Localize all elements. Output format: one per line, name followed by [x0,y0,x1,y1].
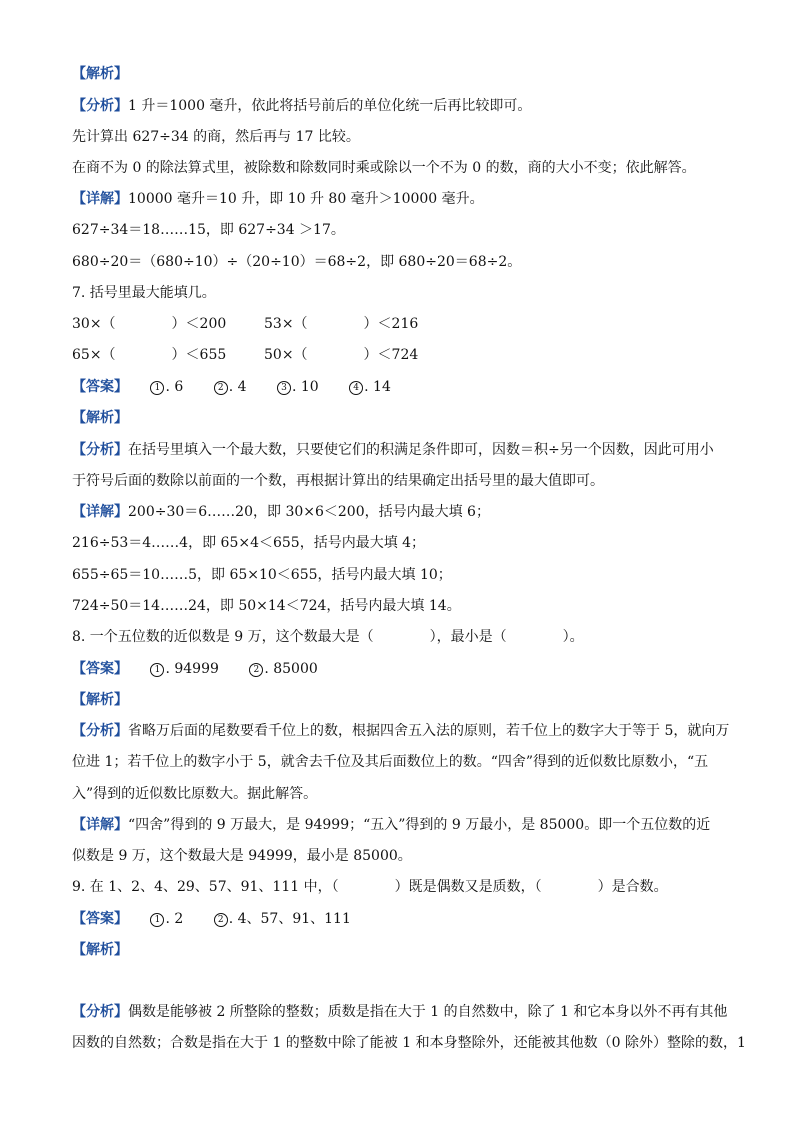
answer-item: 2 . 4 [214,377,247,397]
q7-xiangjie-text-1: 200÷30＝6……20，即 30×6＜200，括号内最大填 6； [128,504,490,520]
q7-xiangjie-line-3: 655÷65＝10……5，即 65×10＜655，括号内最大填 10； [72,567,452,583]
circled-number: 2 [214,381,228,395]
fenxi-tag: 【分析】 [72,723,128,739]
q7-blank-1: 30×（ ）＜200 [72,316,227,332]
q8-fenxi-line-1 [72,721,752,741]
q6-xiangjie-text-1: 10000 毫升＝10 升，即 10 升 80 毫升＞10000 毫升。 [128,191,484,207]
q7-fenxi-line-2: 于符号后面的数除以前面的一个数，再根据计算出的结果确定出括号里的最大值即可。 [72,473,604,489]
q8-fenxi-line-2: 位进 1；若千位上的数字小于 5，就舍去千位及其后面数位上的数。“四舍”得到的近似数比原数小，“五 [72,754,709,770]
answer-item: 2 . 85000 [249,659,317,679]
q7-answer-line [72,377,752,397]
q8-xiangjie-text-1: “四舍”得到的 9 万最大，是 94999；“五入”得到的 9 万最小，是 85000。即一个五位数的近 [128,817,711,833]
q7-blank-4: 50×（ ）＜724 [264,347,419,363]
q6-fenxi-line-1 [72,96,752,116]
fenxi-tag: 【分析】 [72,1004,128,1020]
xiangjie-tag: 【详解】 [72,191,128,207]
daan-tag: 【答案】 [72,911,128,927]
answer-item: 2 . 4、57、91、111 [214,909,351,929]
q9-answer-line [72,909,752,929]
q8-title: 8. 一个五位数的近似数是 9 万，这个数最大是（ ），最小是（ ）。 [72,629,584,645]
answer-item: 4 . 14 [349,377,391,397]
xiangjie-tag: 【详解】 [72,504,128,520]
answer-item: 1 . 2 [150,909,183,929]
circled-number: 1 [150,381,164,395]
circled-number: 3 [277,381,291,395]
answer-item: 3 . 10 [277,377,319,397]
q6-jiexi-heading [72,64,752,84]
answer-item: 1 . 6 [150,377,183,397]
q6-xiangjie-line-3: 680÷20＝（680÷10）÷（20÷10）＝68÷2，即 680÷20＝68÷2。 [72,254,522,270]
q6-fenxi-line-2: 先计算出 627÷34 的商，然后再与 17 比较。 [72,129,360,145]
circled-number: 1 [150,663,164,677]
q9-title: 9. 在 1、2、4、29、57、91、111 中，（ ）既是偶数又是质数，（ ）是合数。 [72,879,668,895]
q7-blank-3: 65×（ ）＜655 [72,347,227,363]
q9-fenxi-text-1: 偶数是能够被 2 所整除的整数；质数是指在大于 1 的自然数中，除了 1 和它本身以外不再有其他 [128,1004,728,1020]
q6-xiangjie-line-1 [72,189,752,209]
q6-fenxi-text-1: 1 升＝1000 毫升，依此将括号前后的单位化统一后再比较即可。 [128,98,532,114]
daan-tag: 【答案】 [72,379,128,395]
q7-xiangjie-line-1 [72,502,752,522]
q8-fenxi-text-1: 省略万后面的尾数要看千位上的数，根据四舍五入法的原则，若千位上的数字大于等于 5，就向万 [128,723,730,739]
q7-fenxi-text-1: 在括号里填入一个最大数，只要使它们的积满足条件即可，因数＝积÷另一个因数，因此可用小 [128,442,714,458]
q9-fenxi-line-2: 因数的自然数；合数是指在大于 1 的整数中除了能被 1 和本身整除外，还能被其他数（0 除外）整除的数，1 [72,1035,746,1051]
q8-answer-line [72,659,752,679]
answer-item: 1 . 94999 [150,659,218,679]
q8-fenxi-line-3: 入”得到的近似数比原数大。据此解答。 [72,786,318,802]
q7-jiexi-heading [72,408,752,428]
circled-number: 2 [214,913,228,927]
jiexi-tag: 【解析】 [72,410,128,426]
q7-title: 7. 括号里最大能填几。 [72,285,216,301]
q7-blank-2: 53×（ ）＜216 [264,316,419,332]
daan-tag: 【答案】 [72,661,128,677]
q7-fenxi-line-1 [72,440,752,460]
q8-xiangjie-line-1 [72,815,752,835]
q7-xiangjie-line-2: 216÷53＝4……4，即 65×4＜655，括号内最大填 4； [72,535,426,551]
q6-fenxi-line-3: 在商不为 0 的除法算式里，被除数和除数同时乘或除以一个不为 0 的数，商的大小不变；依此解答。 [72,160,696,176]
q8-jiexi-heading [72,690,752,710]
jiexi-tag: 【解析】 [72,66,128,82]
jiexi-tag: 【解析】 [72,692,128,708]
q8-xiangjie-line-2: 似数是 9 万，这个数最大是 94999，最小是 85000。 [72,848,412,864]
q9-jiexi-heading [72,940,752,960]
q7-xiangjie-line-4: 724÷50＝14……24，即 50×14＜724，括号内最大填 14。 [72,598,461,614]
fenxi-tag: 【分析】 [72,98,128,114]
circled-number: 2 [249,663,263,677]
circled-number: 1 [150,913,164,927]
jiexi-tag: 【解析】 [72,942,128,958]
circled-number: 4 [349,381,363,395]
fenxi-tag: 【分析】 [72,442,128,458]
q6-xiangjie-line-2: 627÷34＝18……15，即 627÷34 ＞17。 [72,222,345,238]
q9-fenxi-line-1 [72,1002,752,1022]
xiangjie-tag: 【详解】 [72,817,128,833]
